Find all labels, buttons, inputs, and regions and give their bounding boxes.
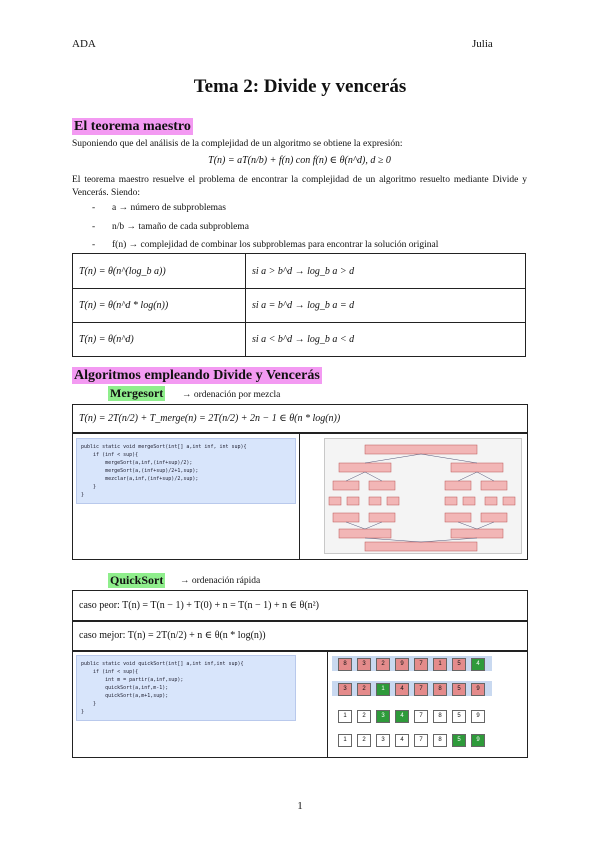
table-cell: si a > b^d → log_b a > d (246, 254, 526, 289)
mergesort-formula: T(n) = 2T(n/2) + T_merge(n) = 2T(n/2) + 2n − 1 ∈ θ(n * log(n)) (79, 413, 341, 424)
table-row (73, 289, 526, 323)
array-cell: 2 (357, 710, 371, 723)
intro-text: Suponiendo que del análisis de la complejidad de un algoritmo se obtiene la expresión: (72, 139, 403, 149)
quicksort-label: QuickSort (110, 573, 164, 587)
bullet-text: f(n) → complejidad de combinar los subproblemas para encontrar la solución original (112, 240, 439, 250)
table-cell: T(n) = θ(n^d * log(n)) (73, 289, 246, 323)
array-cell: 3 (376, 734, 390, 747)
header-right: Julia (472, 38, 493, 50)
quicksort-worst: caso peor: T(n) = T(n − 1) + T(0) + n = T(n − 1) + n ∈ θ(n²) (79, 600, 319, 611)
table-row (73, 323, 526, 357)
array-cell: 4 (395, 683, 409, 696)
array-cell: 9 (471, 710, 485, 723)
section-heading-teorema: El teorema maestro (74, 119, 191, 134)
quicksort-code: public static void quickSort(int[] a,int inf,int sup){ if (inf < sup){ int m = partir(a,inf,sup); quickSort(a,inf,m-1); quickSort(a,m+1,sup); } } (76, 655, 296, 721)
array-cell: 3 (357, 658, 371, 671)
array-cell: 3 (338, 683, 352, 696)
mergesort-desc: → ordenación por mezcla (182, 390, 281, 400)
mergesort-label: Mergesort (110, 386, 164, 400)
divider (327, 651, 328, 757)
quicksort-worst-box (72, 590, 528, 622)
divider (299, 433, 300, 559)
page-number: 1 (297, 800, 303, 812)
array-cell: 1 (376, 683, 390, 696)
array-cell: 4 (471, 658, 485, 671)
array-cell: 2 (376, 658, 390, 671)
quicksort-row-band (332, 681, 492, 696)
array-cell: 7 (414, 710, 428, 723)
array-cell: 4 (395, 710, 409, 723)
page-title: Tema 2: Divide y vencerás (193, 76, 407, 97)
array-cell: 1 (433, 658, 447, 671)
array-cell: 2 (357, 683, 371, 696)
bullet-text: n/b → tamaño de cada subproblema (112, 222, 249, 232)
array-cell: 5 (452, 710, 466, 723)
mergesort-code: public static void mergeSort(int[] a,int inf, int sup){ if (inf < sup){ mergeSort(a,inf,(inf+sup)/2); mergeSort(a,(inf+sup)/2+1,sup); mezclar(a,inf,(inf+sup)/2,sup); } } (76, 438, 296, 504)
quicksort-best: caso mejor: T(n) = 2T(n/2) + n ∈ θ(n * log(n)) (79, 630, 266, 641)
array-cell: 2 (357, 734, 371, 747)
bullet-dash: - (92, 203, 96, 213)
quicksort-row-band (332, 656, 492, 671)
table-cell: T(n) = θ(n^d) (73, 323, 246, 357)
table-cell: T(n) = θ(n^(log_b a)) (73, 254, 246, 289)
table-cell: si a < b^d → log_b a < d (246, 323, 526, 357)
array-cell: 8 (433, 683, 447, 696)
array-cell: 5 (452, 683, 466, 696)
array-cell: 9 (395, 658, 409, 671)
array-cell: 9 (471, 734, 485, 747)
array-cell: 8 (338, 658, 352, 671)
section-heading-algoritmos: Algoritmos empleando Divide y Vencerás (74, 368, 320, 383)
header-left: ADA (72, 38, 96, 50)
array-cell: 8 (433, 710, 447, 723)
array-cell: 7 (414, 658, 428, 671)
bullet-text: a → número de subproblemas (112, 203, 226, 213)
quicksort-desc: → ordenación rápida (180, 576, 261, 586)
master-theorem-table (72, 253, 526, 357)
array-cell: 3 (376, 710, 390, 723)
mergesort-formula-box (72, 404, 528, 434)
array-cell: 1 (338, 734, 352, 747)
quicksort-best-box (72, 620, 528, 652)
master-formula: T(n) = aT(n/b) + f(n) con f(n) ∈ θ(n^d), d ≥ 0 (208, 155, 391, 166)
table-cell: si a = b^d → log_b a = d (246, 289, 526, 323)
table-row (73, 254, 526, 289)
array-cell: 5 (452, 734, 466, 747)
array-cell: 9 (471, 683, 485, 696)
bullet-dash: - (92, 222, 96, 232)
teorema-paragraph: El teorema maestro resuelve el problema de encontrar la complejidad de un algoritmo resuelto mediante Divide y Vencerás. Siendo: (72, 175, 527, 198)
array-cell: 1 (338, 710, 352, 723)
quicksort-steps-diagram (332, 656, 522, 752)
array-cell: 7 (414, 734, 428, 747)
array-cell: 5 (452, 658, 466, 671)
mergesort-tree-diagram (324, 438, 522, 554)
array-cell: 7 (414, 683, 428, 696)
array-cell: 8 (433, 734, 447, 747)
array-cell: 4 (395, 734, 409, 747)
bullet-dash: - (92, 240, 96, 250)
